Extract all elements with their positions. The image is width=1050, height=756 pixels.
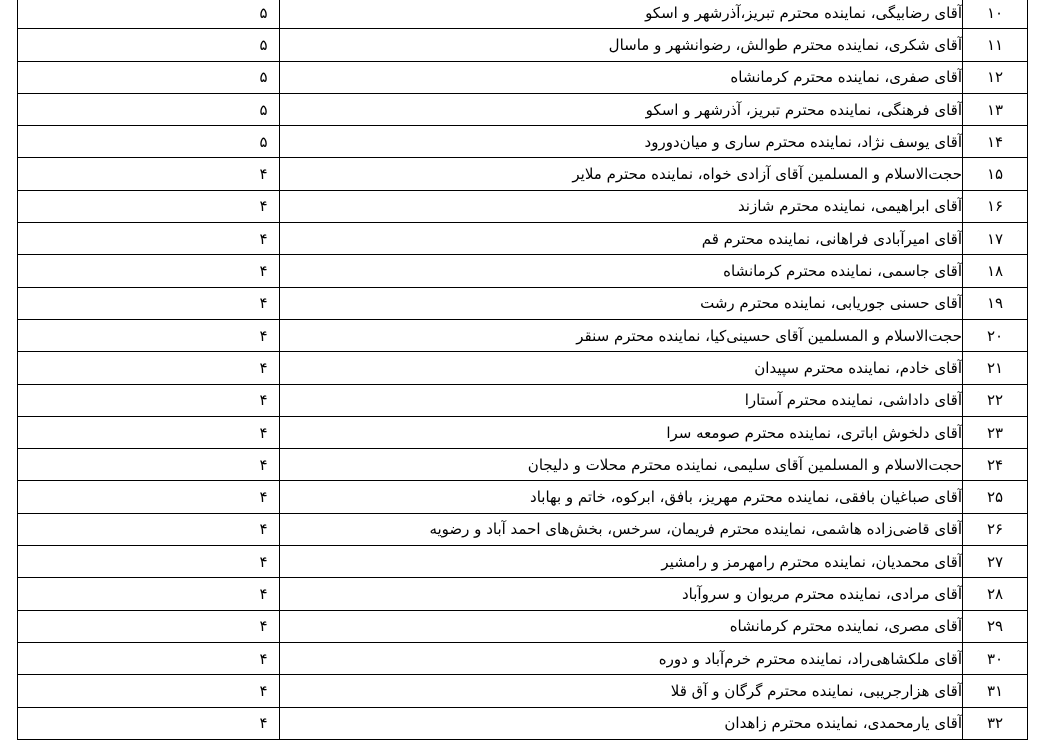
count-value: ۴ <box>259 520 268 539</box>
row-number: ۱۰ <box>963 0 1028 29</box>
count-cell <box>18 223 280 255</box>
representative-name: آقای مصری، نماینده محترم کرمانشاه <box>280 610 963 642</box>
representative-name: آقای رضابیگی، نماینده محترم تبریز،آذرشهر و اسکو <box>280 0 963 29</box>
count-value: ۴ <box>259 423 268 442</box>
table-row <box>18 384 1028 416</box>
row-number: ۱۵ <box>963 158 1028 190</box>
count-cell <box>18 513 280 545</box>
count-cell <box>18 319 280 351</box>
row-number: ۲۵ <box>963 481 1028 513</box>
table-row <box>18 449 1028 481</box>
row-number: ۲۰ <box>963 319 1028 351</box>
count-cell <box>18 675 280 707</box>
row-number: ۲۹ <box>963 610 1028 642</box>
count-cell <box>18 352 280 384</box>
table-row <box>18 29 1028 61</box>
table-row <box>18 223 1028 255</box>
representatives-table <box>17 0 1028 740</box>
count-cell <box>18 93 280 125</box>
table-row <box>18 675 1028 707</box>
table-row <box>18 61 1028 93</box>
row-number: ۲۶ <box>963 513 1028 545</box>
table-row <box>18 352 1028 384</box>
count-value: ۵ <box>259 100 268 119</box>
representative-name: حجت‌الاسلام و المسلمین آقای حسینی‌کیا، نماینده محترم سنقر <box>280 319 963 351</box>
row-number: ۱۴ <box>963 126 1028 158</box>
table-row <box>18 93 1028 125</box>
count-value: ۴ <box>259 294 268 313</box>
count-value: ۴ <box>259 488 268 507</box>
table-row <box>18 513 1028 545</box>
row-number: ۲۲ <box>963 384 1028 416</box>
row-number: ۱۸ <box>963 255 1028 287</box>
table-body <box>18 0 1028 739</box>
representative-name: آقای ابراهیمی، نماینده محترم شازند <box>280 190 963 222</box>
count-cell <box>18 707 280 739</box>
count-cell <box>18 546 280 578</box>
representative-name: آقای قاضی‌زاده هاشمی، نماینده محترم فریمان، سرخس، بخش‌های احمد آباد و رضویه <box>280 513 963 545</box>
representative-name: آقای فرهنگی، نماینده محترم تبریز، آذرشهر و اسکو <box>280 93 963 125</box>
count-cell <box>18 255 280 287</box>
table-row <box>18 255 1028 287</box>
count-value: ۴ <box>259 358 268 377</box>
table-row <box>18 126 1028 158</box>
row-number: ۱۹ <box>963 287 1028 319</box>
count-value: ۵ <box>259 35 268 54</box>
count-value: ۴ <box>259 617 268 636</box>
count-value: ۴ <box>259 262 268 281</box>
row-number: ۱۱ <box>963 29 1028 61</box>
row-number: ۱۶ <box>963 190 1028 222</box>
count-cell <box>18 481 280 513</box>
row-number: ۱۷ <box>963 223 1028 255</box>
representative-name: آقای ملکشاهی‌راد، نماینده محترم خرم‌آباد و دوره <box>280 642 963 674</box>
row-number: ۳۰ <box>963 642 1028 674</box>
row-number: ۲۴ <box>963 449 1028 481</box>
count-cell <box>18 158 280 190</box>
representative-name: آقای امیرآبادی فراهانی، نماینده محترم قم <box>280 223 963 255</box>
table-row <box>18 707 1028 739</box>
count-cell <box>18 287 280 319</box>
count-cell <box>18 642 280 674</box>
count-value: ۴ <box>259 714 268 733</box>
row-number: ۳۲ <box>963 707 1028 739</box>
table-row <box>18 158 1028 190</box>
count-cell <box>18 416 280 448</box>
table-row <box>18 319 1028 351</box>
count-value: ۴ <box>259 197 268 216</box>
count-value: ۴ <box>259 681 268 700</box>
row-number: ۲۷ <box>963 546 1028 578</box>
table-row <box>18 546 1028 578</box>
count-value: ۵ <box>259 3 268 22</box>
representative-name: حجت‌الاسلام و المسلمین آقای سلیمی، نماینده محترم محلات و دلیجان <box>280 449 963 481</box>
count-cell <box>18 190 280 222</box>
table-row <box>18 642 1028 674</box>
representative-name: حجت‌الاسلام و المسلمین آقای آزادی خواه، نماینده محترم ملایر <box>280 158 963 190</box>
count-cell <box>18 610 280 642</box>
count-value: ۴ <box>259 391 268 410</box>
table-row <box>18 481 1028 513</box>
row-number: ۳۱ <box>963 675 1028 707</box>
table-row <box>18 287 1028 319</box>
representative-name: آقای صفری، نماینده محترم کرمانشاه <box>280 61 963 93</box>
representative-name: آقای هزارجریبی، نماینده محترم گرگان و آق قلا <box>280 675 963 707</box>
count-value: ۵ <box>259 132 268 151</box>
count-value: ۴ <box>259 455 268 474</box>
representative-name: آقای مرادی، نماینده محترم مریوان و سروآباد <box>280 578 963 610</box>
representative-name: آقای یوسف نژاد، نماینده محترم ساری و میان‌دورود <box>280 126 963 158</box>
table-row <box>18 0 1028 29</box>
count-cell <box>18 126 280 158</box>
count-value: ۴ <box>259 326 268 345</box>
count-value: ۴ <box>259 584 268 603</box>
row-number: ۲۳ <box>963 416 1028 448</box>
table-row <box>18 190 1028 222</box>
representative-name: آقای صباغیان بافقی، نماینده محترم مهریز، بافق، ابرکوه، خاتم و بهاباد <box>280 481 963 513</box>
representative-name: آقای یارمحمدی، نماینده محترم زاهدان <box>280 707 963 739</box>
row-number: ۱۳ <box>963 93 1028 125</box>
count-cell <box>18 578 280 610</box>
representative-name: آقای دلخوش اباتری، نماینده محترم صومعه سرا <box>280 416 963 448</box>
row-number: ۲۱ <box>963 352 1028 384</box>
table-row <box>18 416 1028 448</box>
count-cell <box>18 384 280 416</box>
table-row <box>18 578 1028 610</box>
representative-name: آقای جاسمی، نماینده محترم کرمانشاه <box>280 255 963 287</box>
count-cell <box>18 449 280 481</box>
representative-name: آقای حسنی جوریابی، نماینده محترم رشت <box>280 287 963 319</box>
count-value: ۴ <box>259 165 268 184</box>
row-number: ۱۲ <box>963 61 1028 93</box>
representative-name: آقای خادم، نماینده محترم سپیدان <box>280 352 963 384</box>
count-value: ۵ <box>259 68 268 87</box>
representative-name: آقای شکری، نماینده محترم طوالش، رضوانشهر و ماسال <box>280 29 963 61</box>
count-value: ۴ <box>259 649 268 668</box>
count-cell <box>18 29 280 61</box>
row-number: ۲۸ <box>963 578 1028 610</box>
table-row <box>18 610 1028 642</box>
representative-name: آقای محمدیان، نماینده محترم رامهرمز و رامشیر <box>280 546 963 578</box>
count-value: ۴ <box>259 229 268 248</box>
count-cell <box>18 0 280 29</box>
representative-name: آقای داداشی، نماینده محترم آستارا <box>280 384 963 416</box>
count-value: ۴ <box>259 552 268 571</box>
count-cell <box>18 61 280 93</box>
